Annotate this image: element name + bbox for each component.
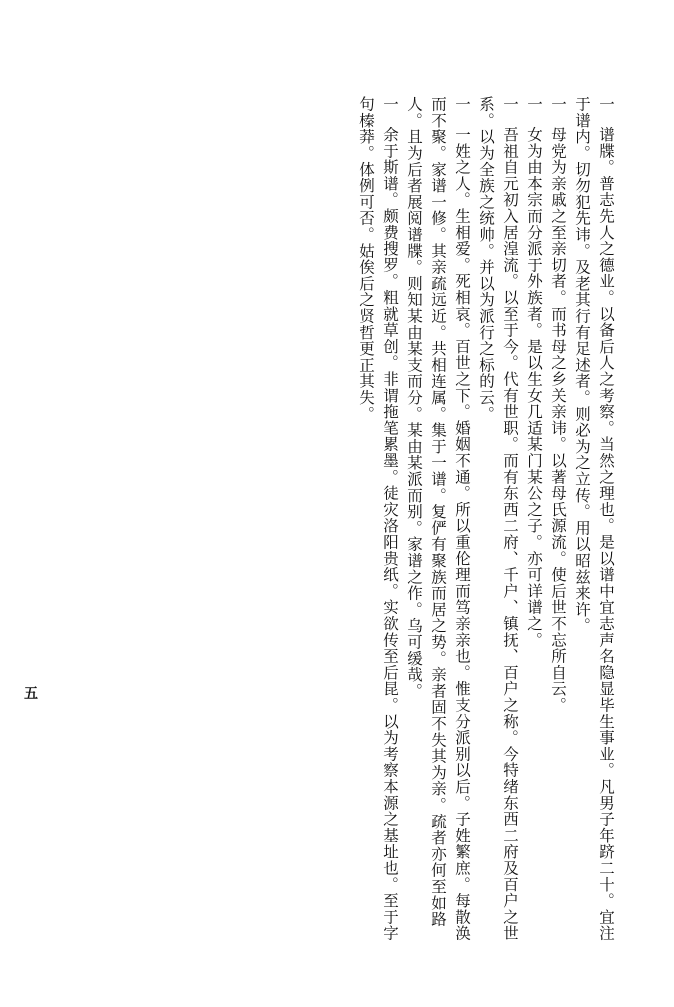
item-bullet: 一 [525,96,543,113]
item-text: 谱牒。普志先人之德业。以备后人之考察。当然之理也。是以谱中宜志声名隐显毕生事业。凡男子年跻二十。宜注于谱内。切勿犯先讳。及老其行有足述者。则必为之立传。用以昭兹来许。 [573,96,615,942]
item-bullet: 一 [597,96,615,113]
item-bullet: 一 [453,96,471,113]
list-item [570,96,618,956]
item-bullet: 一 [501,96,519,113]
item-text: 余于斯谱。颇费搜罗。粗就草创。非谓拖笔累墨。徒灾洛阳贵纸。实欲传至后昆。以为考察本源之基址也。至于字句榛莽。体例可否。姑俟后之贤哲更正其失。 [357,96,399,942]
list-item [546,96,570,956]
item-text: 吾祖自元初入居湟流。以至于今。代有世职。而有东西二府、千户、镇抚、百户之称。今特绪东西二府及百户之世系。以为全族之统帅。并以为派行之标的云。 [477,96,519,942]
item-bullet: 一 [381,96,399,113]
page-number: 五 [24,686,38,702]
list-item [522,96,546,956]
item-text: 一姓之人。生相爱。死相哀。百世之下。婚姻不通。所以重伦理而笃亲亲也。惟支分派别以后。子姓繁庶。每散涣而不聚。家谱一修。其亲疏远近。共相连属。集于一谱。复俨有聚族而居之势。亲者固不失其为亲。疏者亦何至如路人。且为后者展阅谱牒。则知某由某支而分。某由某派而别。家谱之作。乌可缓哉。 [405,96,471,942]
list-item [354,96,402,956]
list-item [402,96,474,956]
item-text: 母党为亲戚之至亲切者。而书母之乡关亲讳。以著母氏源流。使后世不忘所自云。 [549,126,567,714]
vertical-text-block [354,96,618,956]
item-text: 女为由本宗而分派于外族者。是以生女几适某门某公之子。亦可详谱之。 [525,126,543,648]
item-bullet: 一 [549,96,567,113]
list-item [474,96,522,956]
